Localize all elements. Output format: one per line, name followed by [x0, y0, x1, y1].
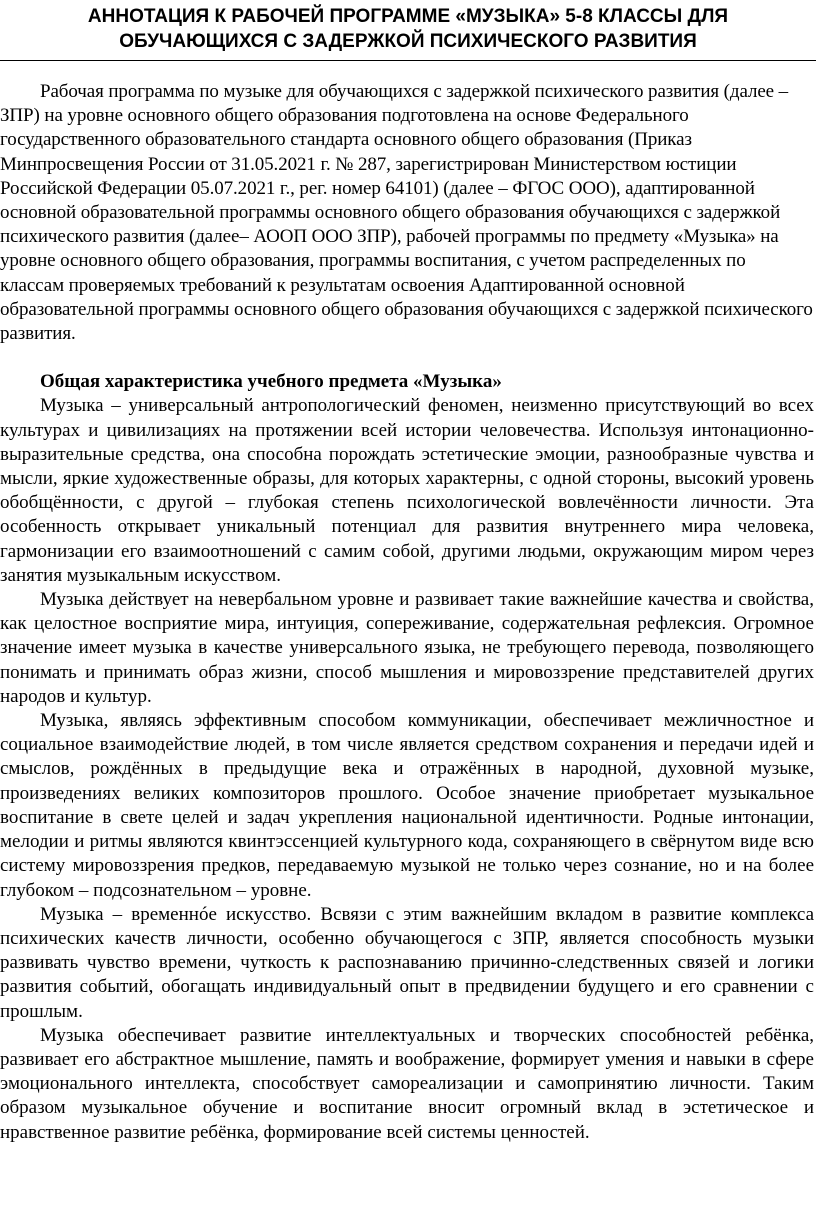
title-divider [0, 60, 816, 61]
document-body [0, 80, 814, 1145]
document-title [0, 4, 816, 54]
body-paragraph-1: Музыка – универсальный антропологический феномен, неизменно присутствующий во всех культурах и цивилизациях на протяжении всей истории человечества. Используя интонационно-выразительные средства, она способна порождать эстетические эмоции, разнообразные чувства и мысли, яркие художественные образы, для которых характерны, с одной стороны, высокий уровень обобщённости, с другой – глубокая степень психологической вовлечённости личности. Эта особенность открывает уникальный потенциал для развития внутреннего мира человека, гармонизации его взаимоотношений с самим собой, другими людьми, окружающим миром через занятия музыкальным искусством. [0, 395, 814, 586]
section-heading: Общая характеристика учебного предмета «Музыка» [40, 371, 502, 393]
body-paragraph-4: Музыка – временнóе искусство. Всвязи с этим важнейшим вкладом в развитие комплекса психических качеств личности, особенно обучающегося с ЗПР, является способность музыки развивать чувство времени, чуткость к распознаванию причинно-следственных связей и логики развития событий, обогащать индивидуальный опыт в предвидении будущего и его сравнении с прошлым. [0, 903, 814, 1022]
body-paragraph-3: Музыка, являясь эффективным способом коммуникации, обеспечивает межличностное и социальное взаимодействие людей, в том числе является средством сохранения и передачи идей и смыслов, рождённых в предыдущие века и отражённых в народной, духовной музыке, произведениях великих композиторов прошлого. Особое значение приобретает музыкальное воспитание в свете целей и задач укрепления национальной идентичности. Родные интонации, мелодии и ритмы являются квинтэссенцией культурного кода, сохраняющего в свёрнутом виде всю систему мировоззрения предков, передаваемую музыкой не только через сознание, но и на более глубоком – подсознательном – уровне. [0, 710, 814, 901]
body-paragraph-5: Музыка обеспечивает развитие интеллектуальных и творческих способностей ребёнка, развивает его абстрактное мышление, память и воображение, формирует умения и навыки в сфере эмоционального интеллекта, способствует самореализации и самопринятию личности. Таким образом музыкальное обучение и воспитание вносит огромный вклад в эстетическое и нравственное развитие ребёнка, формирование всей системы ценностей. [0, 1024, 814, 1143]
body-paragraph-2: Музыка действует на невербальном уровне и развивает такие важнейшие качества и свойства, как целостное восприятие мира, интуиция, сопереживание, содержательная рефлексия. Огромное значение имеет музыка в качестве универсального языка, не требующего перевода, позволяющего понимать и принимать образ жизни, способ мышления и мировоззрение представителей других народов и культур. [0, 589, 814, 707]
title-line-2: ОБУЧАЮЩИХСЯ С ЗАДЕРЖКОЙ ПСИХИЧЕСКОГО РАЗВИТИЯ [119, 31, 697, 52]
title-line-1: АННОТАЦИЯ К РАБОЧЕЙ ПРОГРАММЕ «МУЗЫКА» 5-8 КЛАССЫ ДЛЯ [87, 6, 729, 27]
intro-paragraph: Рабочая программа по музыке для обучающихся с задержкой психического развития (далее – ЗПР) на уровне основного общего образования подготовлена на основе Федерального государственного образовательного стандарта основного общего образования (Приказ Минпросвещения России от 31.05.2021 г. № 287, зарегистрирован Министерством юстиции Российской Федерации 05.07.2021 г., рег. номер 64101) (далее – ФГОС ООО), адаптированной основной образовательной программы основного общего образования обучающихся с задержкой психического развития (далее– АООП ООО ЗПР), рабочей программы по предмету «Музыка» на уровне основного общего образования, программы воспитания, с учетом распределенных по классам проверяемых требований к результатам освоения Адаптированной основной образовательной программы основного общего образования обучающихся с задержкой психического развития. [0, 81, 813, 345]
